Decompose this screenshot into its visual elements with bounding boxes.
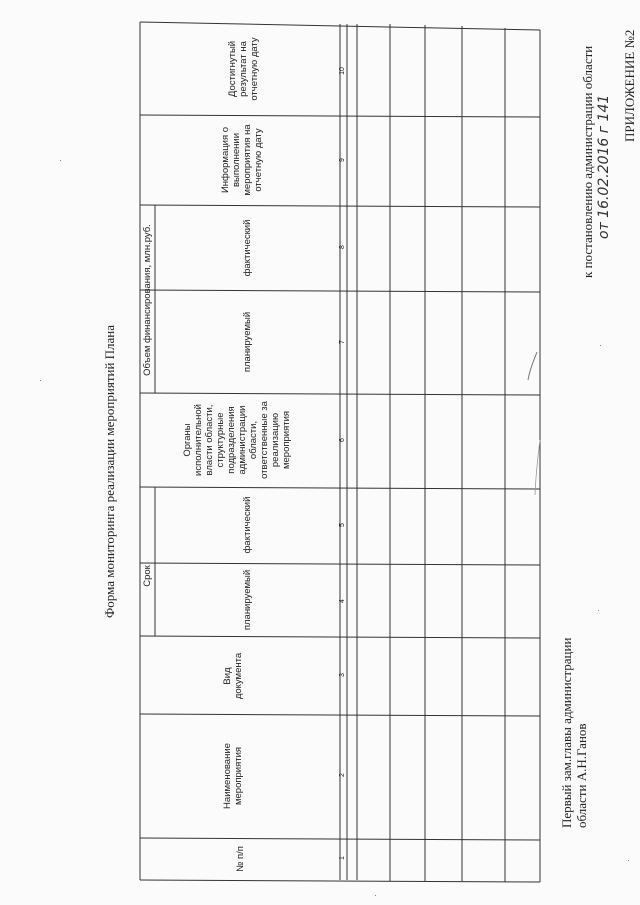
column-number: 2 [339,773,346,777]
signature-line-2: области А.Н.Ганов [574,723,589,828]
appendix-reference: к постановлению администрации области [580,45,595,278]
header-finance-group: Объем финансирования, млн.руб. [142,224,153,376]
header-result: Достигнутый результат на отчетную дату [227,37,260,101]
column-number: 3 [339,673,346,677]
header-term-group: Срок [142,565,153,587]
header-finance-planned: планируемый [242,311,253,373]
header-finance-actual: фактический [242,219,253,277]
column-number: 6 [339,438,346,442]
header-num: № п/п [235,846,246,872]
form-title: Форма мониторинга реализации мероприятий Плана [102,324,117,618]
header-term-planned: планируемый [242,569,253,631]
column-number: 8 [339,245,346,249]
appendix-label: ПРИЛОЖЕНИЕ №2 [622,29,637,142]
header-doc-type: Вид документа [222,652,244,700]
header-name: Наименование мероприятия [222,743,244,809]
column-number: 1 [339,856,346,860]
column-number: 10 [339,67,346,75]
column-number: 5 [339,523,346,527]
header-bodies: Органы исполнительной власти области, структурные подразделения администрации области, ответственные за реализацию мероприятия [182,401,292,479]
header-info: Информация о выполнении мероприятия на отчетную дату [220,124,264,196]
signature-line-1: Первый зам.главы администрации [559,637,574,828]
column-number: 7 [339,340,346,344]
column-number: 9 [339,158,346,162]
column-number: 4 [339,599,346,603]
header-term-actual: фактический [242,496,253,554]
appendix-date: от 16.02.2016 г 141 [596,94,612,239]
